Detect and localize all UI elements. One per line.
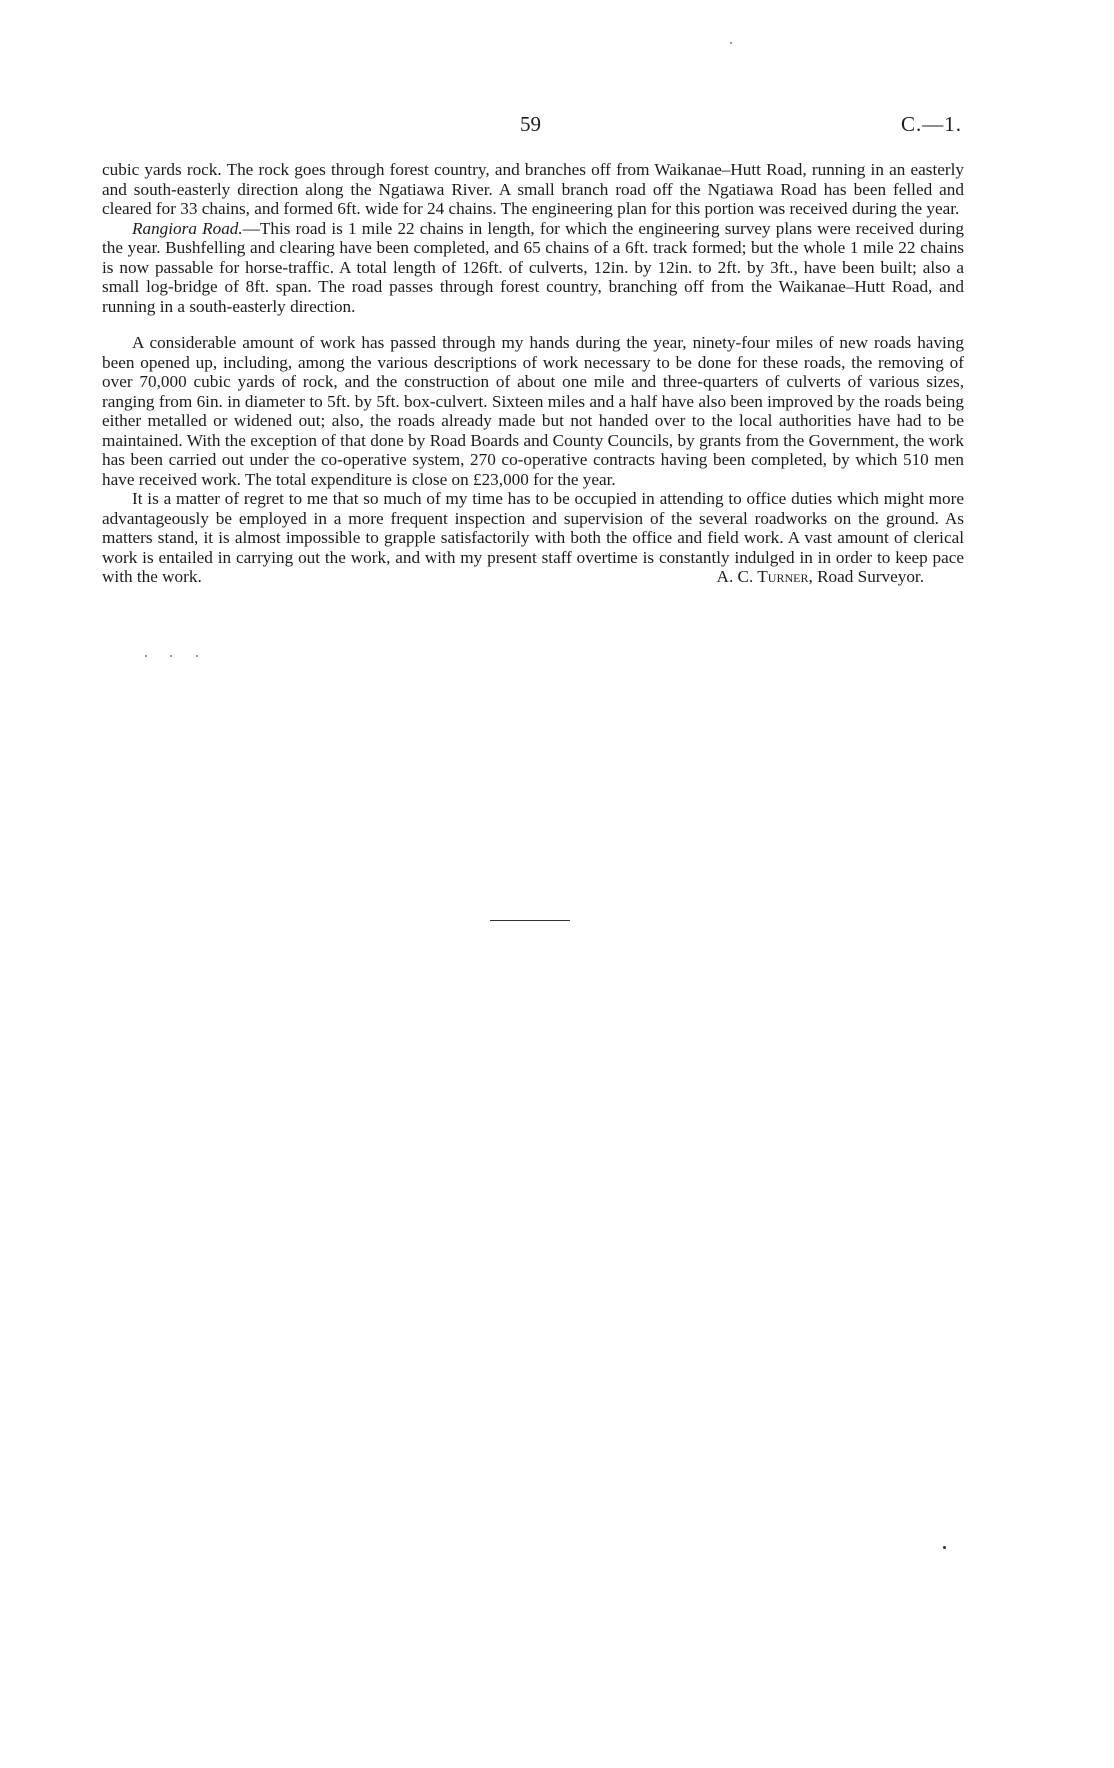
paragraph-summary-of-work: A considerable amount of work has passed through my hands during the year, ninety-four miles of new roads having been opened up, including, among the various descriptions of work necessary to be done for these roads, the removing of over 70,000 cubic yards of rock, and the construction of about one mile and three-quarters of culverts of various sizes, ranging from 6in. in diameter to 5ft. by 5ft. box-culvert. Sixteen miles and a half have also been improved by the roads being either metalled or widened out; also, the roads already made but not handed over to the local authorities have had to be maintained. With the exception of that done by Road Boards and County Councils, by grants from the Government, the work has been carried out under the co-operative system, 270 co-operative contracts having been completed, by which 510 men have received work. The total expenditure is close on £23,000 for the year. [102, 333, 964, 489]
document-reference: C.—1. [900, 112, 962, 136]
page-number: 59 [520, 112, 541, 136]
report-body [102, 160, 964, 587]
signature-title: , Road Surveyor. [808, 567, 924, 586]
scan-speck [145, 655, 147, 657]
paragraph-office-duties [102, 489, 964, 587]
signature [687, 567, 924, 587]
scan-speck [170, 655, 172, 657]
scan-speck [196, 655, 198, 657]
signature-name: A. C. Turner [716, 567, 809, 586]
road-heading: Rangiora Road. [132, 218, 243, 238]
paragraph-rangiora-body: —This road is 1 mile 22 chains in length, for which the engineering survey plans were received during the year. Bushfelling and clearing have been completed, and 65 chains of a 6ft. track formed; but the whole 1 mile 22 chains is now passable for horse-traffic. A total length of 126ft. of culverts, 12in. by 12in. to 2ft. by 3ft., have been built; also a small log-bridge of 8ft. span. The road passes through forest country, branching off from the Waikanae–Hutt Road, and running in a south-easterly direction. [102, 218, 964, 316]
paragraph-office-duties-text: It is a matter of regret to me that so much of my time has to be occupied in attending to office duties which might more advantageously be employed in a more frequent inspection and supervision of the several roadworks on the ground. As matters stand, it is almost impossible to grapple satisfactorily with both the office and field work. A vast amount of clerical work is entailed in carrying out the work, and with my present staff overtime is constantly indulged in in order to keep pace with the work. [102, 489, 964, 586]
paragraph-cubic-yards: cubic yards rock. The rock goes through forest country, and branches off from Waikanae–Hutt Road, running in an easterly and south-easterly direction along the Ngatiawa River. A small branch road off the Ngatiawa Road has been felled and cleared for 33 chains, and formed 6ft. wide for 24 chains. The engineering plan for this portion was received during the year. [102, 160, 964, 218]
scan-speck [730, 42, 732, 44]
section-divider [490, 920, 570, 921]
paragraph-rangiora-road [102, 219, 964, 317]
scan-speck [943, 1546, 946, 1549]
